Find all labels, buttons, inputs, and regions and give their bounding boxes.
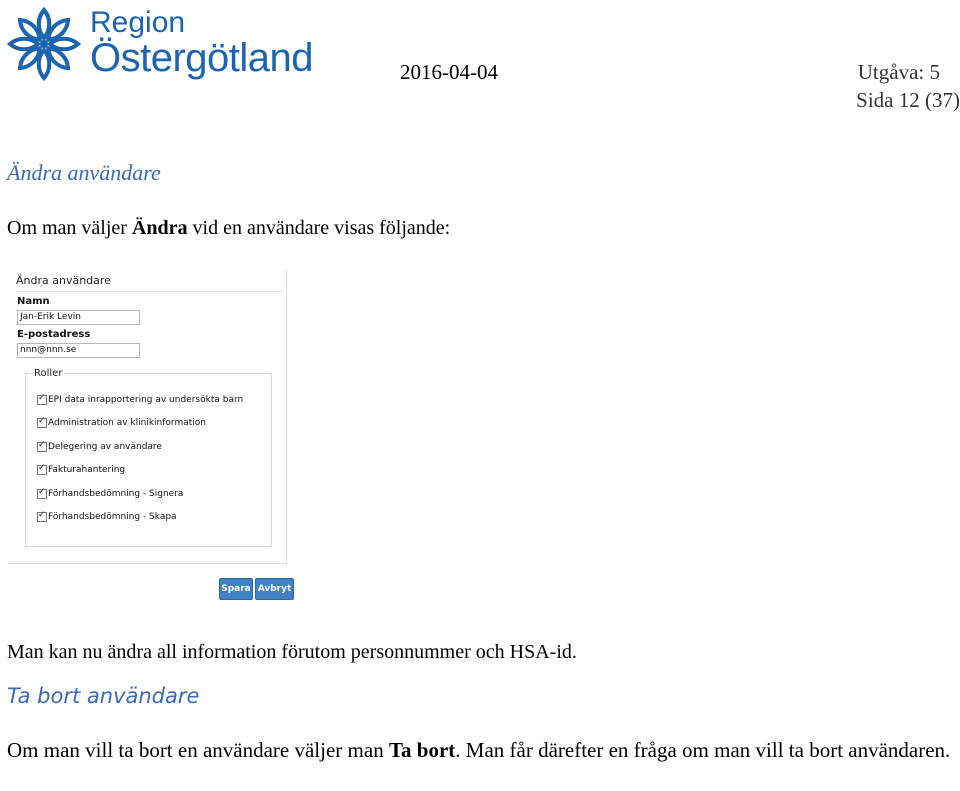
logo-line-ostergotland: Östergötland: [90, 36, 314, 80]
role-checkbox-item[interactable]: [37, 489, 183, 499]
role-label: Förhandsbedömning - Skapa: [48, 512, 177, 522]
document-edition: Utgåva: 5: [857, 60, 940, 84]
role-label: Administration av klinikinformation: [48, 418, 206, 428]
name-label: Namn: [17, 296, 50, 307]
form-title: Ändra användare: [16, 274, 111, 287]
role-label: Delegering av användare: [48, 442, 162, 452]
role-label: EPI data inrapportering av undersökta barn: [48, 395, 244, 405]
email-field[interactable]: nnn@nnn.se: [17, 343, 140, 358]
role-label: Förhandsbedömning - Signera: [48, 489, 184, 499]
checkbox-checked-icon[interactable]: [37, 418, 47, 428]
cancel-button[interactable]: Avbryt: [255, 578, 294, 600]
flower-logo-icon: [6, 6, 82, 82]
intro-text-after: vid en användare visas följande:: [187, 217, 451, 239]
document-date: 2016-04-04: [400, 60, 498, 84]
delete-text-before: Om man vill ta bort en användare väljer man: [7, 738, 389, 762]
checkbox-checked-icon[interactable]: [37, 395, 47, 405]
role-checkbox-item[interactable]: [37, 442, 162, 452]
checkbox-checked-icon[interactable]: [37, 489, 47, 499]
checkbox-checked-icon[interactable]: [37, 465, 47, 475]
form-title-divider: [16, 291, 284, 292]
logo-line-region: Region: [90, 6, 186, 39]
intro-text-before: Om man väljer: [7, 217, 132, 239]
role-label: Fakturahantering: [48, 465, 126, 475]
roles-legend: Roller: [34, 368, 63, 379]
region-logo: [6, 6, 314, 86]
email-label: E-postadress: [17, 329, 91, 340]
heading-ta-bort-anvandare: Ta bort användare: [7, 684, 200, 708]
heading-andra-anvandare: Ändra användare: [7, 160, 161, 185]
role-checkbox-item[interactable]: [37, 465, 125, 475]
checkbox-checked-icon[interactable]: [37, 442, 47, 452]
intro-text-bold: Ändra: [131, 217, 188, 239]
save-button[interactable]: Spara: [219, 578, 253, 600]
role-checkbox-item[interactable]: [37, 395, 243, 405]
after-form-paragraph: Man kan nu ändra all information förutom personnummer och HSA-id.: [7, 641, 577, 663]
page-number: Sida 12 (37): [856, 88, 960, 112]
checkbox-checked-icon[interactable]: [37, 512, 47, 522]
role-checkbox-item[interactable]: [37, 512, 177, 522]
name-field[interactable]: Jan-Erik Levin: [17, 310, 140, 325]
intro-paragraph: [7, 214, 450, 242]
role-checkbox-item[interactable]: [37, 418, 206, 428]
delete-text-bold: Ta bort: [388, 738, 456, 762]
delete-paragraph: [7, 736, 957, 764]
logo-text: [90, 6, 313, 78]
edit-user-form-screenshot: [8, 270, 298, 605]
delete-text-after: . Man får därefter en fråga om man vill ta bort användaren.: [455, 738, 951, 762]
